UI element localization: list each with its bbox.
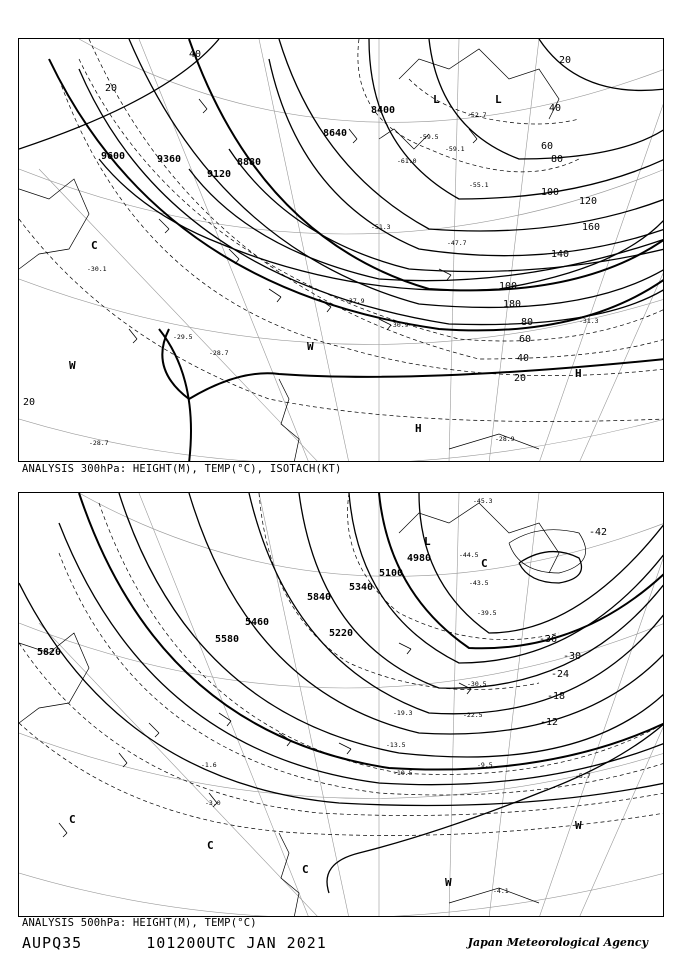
height-contours [19, 39, 664, 325]
station-temp: -22.5 [463, 711, 483, 719]
isotach-label: 40 [549, 103, 562, 114]
agency-credit: Japan Meteorological Agency [467, 936, 648, 949]
station-temp: -31.3 [579, 317, 599, 325]
warm-center-marker: W [575, 819, 582, 832]
bold-contours [79, 493, 664, 770]
height-label: 5340 [349, 582, 374, 593]
map-300hpa [18, 38, 664, 462]
chart-footer [22, 934, 327, 952]
high-pressure-marker: H [575, 367, 582, 380]
isotach-label: 20 [559, 55, 572, 66]
isotach-label: 20 [514, 373, 527, 384]
isotherm-labels [539, 527, 607, 728]
isotach-label: 100 [499, 281, 518, 292]
station-temp: -45.3 [473, 497, 493, 505]
isotherm-lines [19, 39, 664, 422]
isotach-label: 60 [541, 141, 554, 152]
height-label: 5460 [245, 617, 270, 628]
station-temp: -30.1 [87, 265, 107, 273]
map-500hpa [18, 492, 664, 917]
station-temp: -39.5 [477, 609, 497, 617]
isotach-label: 100 [541, 187, 560, 198]
height-labels [37, 553, 431, 658]
warm-center-marker: W [445, 876, 452, 889]
isotherm-label: -42 [589, 527, 608, 538]
valid-time: 101200UTC JAN 2021 [146, 934, 327, 952]
station-temp: -55.1 [469, 181, 489, 189]
isotherm-label: -30 [563, 651, 582, 662]
cold-center-marker: C [207, 839, 214, 852]
height-label: 9600 [101, 151, 126, 162]
cold-center-marker: C [69, 813, 76, 826]
station-temp: -1.6 [201, 761, 217, 769]
cold-center-marker: C [481, 557, 488, 570]
station-temp: -43.5 [469, 579, 489, 587]
warm-center-marker: W [307, 340, 314, 353]
isotach-label: 120 [579, 196, 598, 207]
height-label: 8640 [323, 128, 348, 139]
warm-center-marker: W [69, 359, 76, 372]
low-pressure-marker: L [424, 535, 431, 548]
height-label: 5100 [379, 568, 404, 579]
height-label: 9120 [207, 169, 232, 180]
isotach-label: 60 [519, 334, 532, 345]
station-temp: -29.5 [173, 333, 193, 341]
map-300hpa-canvas [19, 39, 664, 462]
upper-chart-caption: ANALYSIS 300hPa: HEIGHT(M), TEMP(°C), ISOTACH(KT) [22, 463, 342, 475]
station-temp: -47.7 [447, 239, 467, 247]
station-temp: -28.9 [495, 435, 515, 443]
height-contours [19, 493, 664, 893]
isotach-label: 20 [23, 397, 36, 408]
height-label: 9360 [157, 154, 182, 165]
station-temp: -30.5 [467, 680, 487, 688]
bold-contours [49, 39, 664, 462]
isotach-label: 80 [521, 317, 534, 328]
station-temp: -51.3 [371, 223, 391, 231]
isotherm-label: -24 [551, 669, 570, 680]
high-pressure-marker: H [415, 422, 422, 435]
height-label: 5220 [329, 628, 354, 639]
isotherm-label: -12 [540, 717, 559, 728]
isotach-label: 40 [189, 49, 202, 60]
graticule [19, 493, 664, 917]
low-pressure-marker: L [433, 93, 440, 106]
isotherm-label: -36 [539, 634, 558, 645]
height-label: 5820 [37, 647, 62, 658]
station-temp: -61.0 [397, 157, 417, 165]
station-temp: -9.5 [477, 761, 493, 769]
chart-id: AUPQ35 [22, 934, 83, 952]
station-temp: -3.0 [205, 799, 221, 807]
station-temp: -30.9 [389, 321, 409, 329]
station-temp: -52.7 [467, 111, 487, 119]
station-temp: -44.5 [459, 551, 479, 559]
station-temp: -28.7 [209, 349, 229, 357]
isotach-label: 80 [551, 154, 564, 165]
isotherm-label: -18 [547, 691, 566, 702]
station-temp: -37.9 [345, 297, 365, 305]
cold-center-marker: C [91, 239, 98, 252]
pressure-center-labels [69, 535, 582, 889]
isotach-label: 180 [503, 299, 522, 310]
lower-chart-caption: ANALYSIS 500hPa: HEIGHT(M), TEMP(°C) [22, 917, 257, 929]
station-temp: -13.5 [386, 741, 406, 749]
low-pressure-marker: L [495, 93, 502, 106]
height-label: 8880 [237, 157, 262, 168]
cold-center-marker: C [302, 863, 309, 876]
station-temp: -5.7 [575, 772, 591, 780]
height-label: 4980 [407, 553, 432, 564]
isotherm-lines [19, 493, 664, 836]
height-label: 5580 [215, 634, 240, 645]
height-label: 8400 [371, 105, 396, 116]
station-temp: -4.1 [493, 887, 509, 895]
isotach-label: 20 [105, 83, 118, 94]
station-temp: -59.5 [419, 133, 439, 141]
station-temp: -59.1 [445, 145, 465, 153]
station-temp: -10.5 [393, 769, 413, 777]
isotach-label: 40 [517, 353, 530, 364]
station-temp: -19.3 [393, 709, 413, 717]
isotach-label: 140 [551, 249, 570, 260]
height-label: 5840 [307, 592, 332, 603]
station-temp: -28.7 [89, 439, 109, 447]
isotach-label: 160 [582, 222, 601, 233]
map-500hpa-canvas [19, 493, 664, 917]
